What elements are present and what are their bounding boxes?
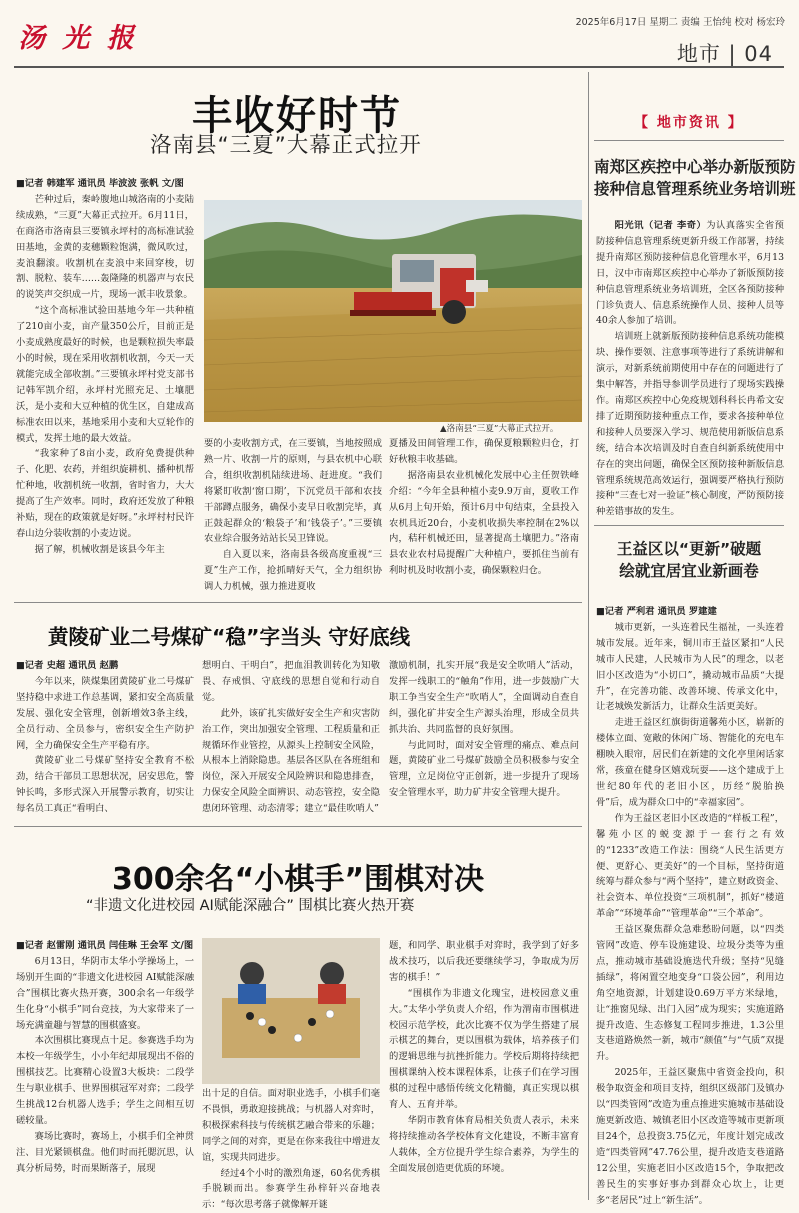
story3-subtitle: “非遗文化进校园 AI赋能深融合” 围棋比赛火热开赛	[86, 898, 415, 914]
story2-column-3	[389, 658, 579, 822]
lead-paragraph: 夏播及田间管理工作，确保夏粮颗粒归仓，打好秋粮丰收基础。	[389, 438, 579, 465]
lead-paragraph: “这个高标准试验田基地今年一共种植了210亩小麦，亩产量350公斤，目前正是小麦成熟度最好的时候，也是颗粒损失率最小的时候，现在采用收割机收割，今天一天就能完成全部收割。”三要镇永坪村党支部书记韩军凯介绍，永坪村光照充足、土壤肥沃，是小麦和大豆种植的优生区，自建成高标准农田以来，基地采用小麦和大豆轮作的模式，发挥土地的最大效益。	[16, 305, 194, 444]
story3-column-1	[16, 938, 194, 1200]
lead-byline: ■记者 韩建军 通讯员 毕波波 张帆 文/图	[16, 178, 184, 189]
story2-title: 黄陵矿业二号煤矿“稳”字当头 守好底线	[48, 625, 411, 649]
story3-paragraph: 华阴市教育体育局相关负责人表示，未来将持续推动各学校体育文化建设，不断丰富育人载体，全方位提升学生综合素养，为学生的全面发展创造更优质的环境。	[389, 1114, 579, 1174]
story3-title: 300余名“小棋手”围棋对决	[112, 862, 485, 897]
story3-paragraph: 赛场比赛时，赛场上，小棋手们全神贯注、目光紧锁棋盘。他们时而托腮沉思，认真分析局势，时而果断落子，展现	[16, 1130, 194, 1174]
lead-paragraph: 要的小麦收割方式，在三要镇，当地按照成熟一片、收割一片的原则，与县农机中心联合，组织收割机陆续进场、赶进度。“我们将紧盯收割‘窗口期’，下沉党员干部和农技干部蹲点服务，确保小麦早日收割完毕，真正鼓起群众的‘粮袋子’和‘钱袋子’。”三要镇农业综合服务站站长吴卫锋说。	[204, 438, 382, 545]
story2-column-1	[16, 658, 194, 822]
sidebar-paragraph: 2025年，王益区聚焦中省资金投向，积极争取资金和项目支持，组织区级部门及镇办以“四类管网”改造为重点推进实施城市基础设施更新改造、城镇老旧小区改造等城市更新项目24个，总投资3.75亿元，年度计划完成改造“四类管网”47.76公里，提升改造支巷道路12公里，实施老旧小区改造15个，争取把改善民生的实事好事办到群众心坎上，让更多“老居民”过上“新生活”。	[596, 1067, 784, 1206]
lead-column-2	[204, 436, 382, 596]
sidebar-article2-byline: ■记者 严利君 通讯员 罗建建	[596, 606, 717, 617]
sidebar-article2-body	[596, 604, 784, 1206]
sidebar-paragraph: 培训班上就新版预防接种信息系统功能模块、操作要领、注意事项等进行了系统讲解和演示，对新系统前期使用中存在的问题进行了集中解答，并指导参训学员进行了现场实践操作。南郑区疾控中心免疫规划科科长冉希文安排了近期预防接种重点工作，要求各接种单位和接种人员要深入学习、规范使用新版信息系统，结合本次培训及时自查自纠新系统使用中存在的突出问题，确保全区预防接种新版信息管理系统规范高效运行，强调要严格执行预防接种“三查七对一验证”核心制度，严防预防接种差错事故的发生。	[596, 331, 784, 518]
sidebar-article2-title-line2: 绘就宜居宜业新画卷	[619, 562, 759, 580]
sidebar-article1-dateline: 阳光讯（记者 李奇）	[614, 220, 707, 231]
lead-paragraph: “我家种了8亩小麦，政府免费提供种子、化肥、农药，并组织旋耕机、播种机帮忙种地，收割机统一收割，省时省力，大大提高了生产效率。同时，政府还发放了种粮补贴，现在的政策就是好呀。”永坪村村民许春山边分装收割的小麦边说。	[16, 448, 194, 539]
lead-paragraph: 自入夏以来，洛南县各级高度重视“三夏”生产工作，抢抓晴好天气，全力组织协调人力机械，强力推进夏收	[204, 549, 382, 593]
story3-paragraph: 经过4个小时的激烈角逐，60名优秀棋手脱颖而出。参赛学生孙梓轩兴奋地表示：“每次思考落子就像解开谜	[202, 1167, 380, 1211]
sidebar-article1-title-line2: 接种信息管理系统业务培训班	[594, 180, 796, 198]
harvester-in-wheat-field-illustration	[204, 200, 582, 422]
sidebar-paragraph	[596, 218, 784, 329]
go-match-illustration	[202, 938, 380, 1084]
sidebar-article1-body	[596, 218, 784, 518]
go-match-photo	[202, 938, 380, 1084]
story2-column-2	[202, 658, 380, 822]
section-divider	[14, 826, 582, 827]
lead-paragraph: 据洛南县农业机械化发展中心主任贺铁峰介绍：“今年全县种植小麦9.9万亩，夏收工作从6月上旬开始，预计6月中旬结束，全县投入农机具近20台，小麦机收损失率控制在2%以内，秸秆机械还田，显著提高土壤肥力。”洛南县农业农村局提醒广大种植户，要抓住当前有利时机及时收割小麦，确保颗粒归仓。	[389, 469, 579, 577]
story3-paragraph: 出十足的自信。面对职业选手，小棋手们毫不畏惧，勇敢迎接挑战；与机器人对弈时，积极探索科技与传统棋艺融合带来的乐趣；同学之间的对弈，更是在你来我往中增进友谊，实现共同进步。	[202, 1088, 380, 1163]
sidebar-paragraph: 王益区聚焦群众急难愁盼问题，以“四类管网”改造、停车设施建设、垃圾分类等为重点，推动城市基础设施迭代升级；坚持“见缝插绿”，将闲置空地变身“口袋公园”，利用边角空地资源，计划建设0.69万平方米绿地，让“推窗见绿、出门入园”成为现实；实施道路提升改造、生态修复工程同步推进，1.3公里支巷道路焕然一新，城市“颜值”与“气质”双提升。	[596, 924, 784, 1063]
section-name: 地市 | 04	[676, 42, 773, 66]
lead-paragraph: 芒种过后，秦岭腹地山城洛南的小麦陆续成熟，“三夏”大幕正式拉开。6月11日，在商洛市洛南县三要镇永坪村的高标准试验田基地，金黄的麦穗颗粒饱满，微风吹过，麦浪翻滚。收割机在麦浪中来回穿梭，切割、脱粒、装车……轰隆隆的机器声与农民的说笑声交织成一片，现场一派丰收景象。	[16, 193, 194, 301]
story3-byline: ■记者 赵雷刚 通讯员 闫佳琳 王会军 文/图	[16, 940, 194, 951]
story3-paragraph: 6月13日，华阴市太华小学操场上，一场别开生面的“非遗文化进校园 AI赋能深融合”围棋比赛火热开赛，300余名一年级学生化身“小棋手”同台竞技，为大家带来了一场充满童趣与智慧的围棋盛宴。	[16, 955, 194, 1031]
story2-paragraph: 黄陵矿业二号煤矿坚持安全教育不松劲，结合干部员工思想状况，居安思危，警钟长鸣，多形式深入开展警示教育，切实让每名员工真正“看明白、	[16, 755, 194, 815]
story3-paragraph: 本次围棋比赛现点十足。参赛选手均为本校一年级学生，小小年纪却展现出不俗的围棋技艺。比赛精心设置3大板块：二段学生与职业棋手、世界围棋冠军对弈；二段学生挑战12台机器人选手；学生之间相互切磋较量。	[16, 1035, 194, 1126]
sidebar-section-label: 【 地市资讯 】	[634, 115, 744, 131]
sidebar-paragraph: 走进王益区红旗街街道馨苑小区，崭新的楼体立面、宽敞的休闲广场、智能化的充电车棚映入眼帘，居民们在新建的文化亭里闲话家常，孩童在健身区嬉戏玩耍——这个建成于上世纪80年代的老旧小区，历经“脱胎换骨”后，成为群众口中的“幸福家园”。	[596, 717, 784, 808]
sidebar-paragraph: 城市更新，一头连着民生福祉，一头连着城市发展。近年来，铜川市王益区紧扣“人民城市人民建，人民城市为人民”的理念，以老旧小区改造为“小切口”，撬动城市品质“大提升”，在完善功能、改善环境、传承文化中，让老城焕发新活力，让群众生活更美好。	[596, 621, 784, 713]
lead-column-3	[389, 436, 579, 596]
sidebar-divider	[588, 72, 589, 1200]
masthead-rule	[14, 66, 784, 68]
story2-paragraph: 想明白、干明白”，把血泪教训转化为知敬畏、存戒惧、守底线的思想自觉和行动自觉。	[202, 660, 380, 703]
harvest-photo	[204, 200, 582, 422]
lead-column-1	[16, 176, 194, 596]
story2-byline: ■记者 史超 通讯员 赵鹏	[16, 660, 119, 671]
story3-column-3	[389, 938, 579, 1200]
story3-column-2	[202, 1086, 380, 1211]
sidebar-rule	[594, 140, 784, 141]
sidebar-article2-title-line1: 王益区以“更新”破题	[616, 540, 762, 558]
story2-paragraph: 今年以来，陕煤集团黄陵矿业二号煤矿坚持稳中求进工作总基调，紧扣安全高质量发展、强化安全管理，创新增效3条主线，全员行动、全员参与，密织安全生产防护网，全力确保安全生产平稳有序。	[16, 675, 194, 751]
lead-subtitle: 洛南县“三夏”大幕正式拉开	[150, 133, 422, 158]
story2-paragraph: 与此同时，面对安全管理的痛点、难点问题，黄陵矿业二号煤矿鼓励全员积极参与安全管理，立足岗位守正创新，进一步提升了现场安全管理水平，助力矿井安全管理大提升。	[389, 739, 579, 799]
newspaper-masthead: 汤 光 报	[18, 23, 138, 54]
sidebar-paragraph: 作为王益区老旧小区改造的“样板工程”，馨苑小区的蜕变源于一套行之有效的“1233”改造工作法：围绕“人民生活更方便、更舒心、更美好”的一个目标，坚持街道统筹与群众参与“两个坚持”，建立财政资金、社会资本、单位投资“三项机制”，抓好“楼道革命”“环境革命”“管理革命”“三个革命”。	[596, 812, 784, 920]
lead-title: 丰收好时节	[192, 93, 402, 139]
story3-paragraph: “围棋作为非遗文化瑰宝，进校园意义重大。”太华小学负责人介绍，作为渭南市围棋进校园示范学校，此次比赛不仅为学生搭建了展示棋艺的舞台，更以围棋为载体，培养孩子们的逻辑思维与抗挫折能力。学校后期将持续把围棋课纳入校本课程体系，让孩子们在学习围棋的过程中感悟传统文化精髓，真正实现以棋育人、五育并举。	[389, 987, 579, 1111]
issue-date-editors: 2025年6月17日 星期二 责编 王怡纯 校对 杨宏玲	[575, 17, 785, 28]
sidebar-paragraph-text: 为认真落实全省预防接种信息管理系统更新升级工作部署，持续提升南郑区预防接种信息化管理水平，6月13日，汉中市南郑区疾控中心举办了新版预防接种信息管理系统业务培训班，全区各预防接种门诊负责人、信息系统操作人员、接种人员等40余人参加了培训。	[596, 220, 784, 327]
sidebar-article1-title-line1: 南郑区疾控中心举办新版预防	[594, 158, 796, 176]
story2-paragraph: 激励机制，扎实开展“我是安全吹哨人”活动，发挥一线职工的“触角”作用，进一步鼓励广大职工争当安全生产“吹哨人”，全面调动自查自纠，强化矿井安全生产源头治理，形成全员共抓共治、共同监督的良好氛围。	[389, 660, 579, 735]
story2-paragraph: 此外，该矿扎实做好安全生产和灾害防治工作，突出加强安全管理、工程质量和正规循环作业管控，从源头上控制安全风险，从根本上消除隐患。基层各区队在各班组和岗位，深入开展安全风险辨识和隐患排查，力保安全风险全面辨识、动态管控，安全隐患闭环管理、动态清零；建立“最佳吹哨人”	[202, 707, 380, 815]
photo-caption: ▲洛南县“三夏”大幕正式拉开。	[440, 424, 559, 434]
story3-paragraph: 题，和同学、职业棋手对弈时，我学到了好多战术技巧，以后我还要继续学习，争取成为厉害的棋手！”	[389, 940, 579, 983]
lead-paragraph: 据了解，机械收割是该县今年主	[34, 543, 165, 555]
section-divider	[14, 602, 582, 603]
sidebar-rule	[594, 525, 784, 526]
